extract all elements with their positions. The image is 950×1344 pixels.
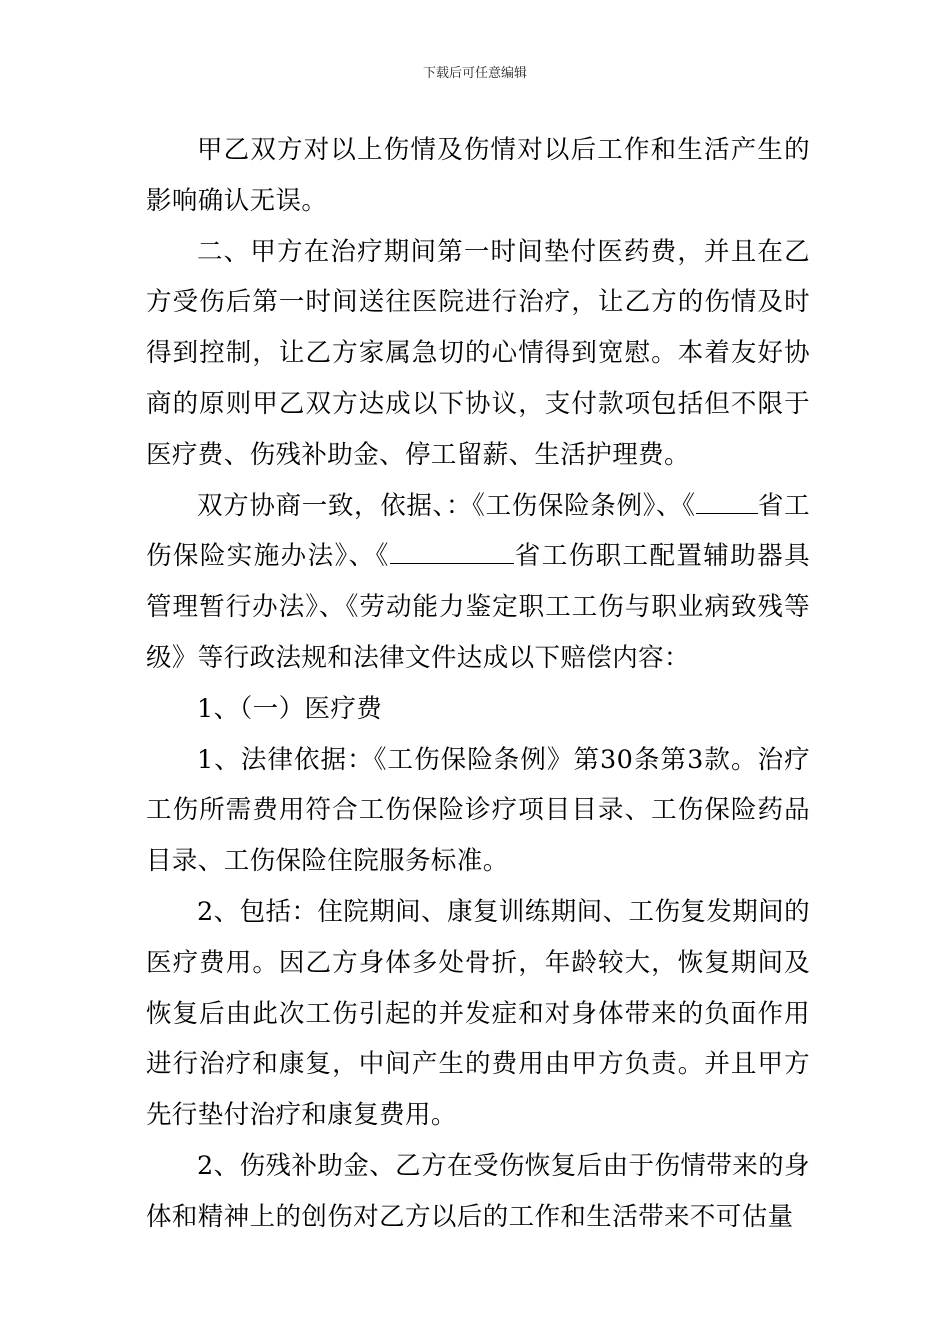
paragraph-medical-legal-basis: 1、法律依据：《工伤保险条例》第30条第3款。治疗工伤所需费用符合工伤保险诊疗项目目录、工伤保险药品目录、工伤保险住院服务标准。 [146,744,810,877]
blank-province-1 [696,489,758,514]
heading-medical-expenses: 1、（一）医疗费 [197,693,383,724]
paragraph-disability-subsidy: 2、伤残补助金、乙方在受伤恢复后由于伤情带来的身体和精神上的创伤对乙方以后的工作和生活带来不可估量 [146,1150,810,1232]
blank-province-2 [390,539,514,564]
page-header: 下载后可任意编辑 [422,66,527,81]
paragraph-injury-confirmation: 甲乙双方对以上伤情及伤情对以后工作和生活产生的影响确认无误。 [146,135,810,216]
paragraph-medical-scope: 2、包括：住院期间、康复训练期间、工伤复发期间的医疗费用。因乙方身体多处骨折，年龄较大，恢复期间及恢复后由此次工伤引起的并发症和对身体带来的负面作用进行治疗和康复，中间产生的费用由甲方负责。并且甲方先行垫付治疗和康复费用。 [146,896,810,1131]
document-body [146,125,810,1243]
legal-basis-text-3: 省工伤职工配置辅助器具管理暂行办法》、《劳动能力鉴定职工工伤与职业病致残等级》等行政法规和法律文件达成以下赔偿内容： [146,541,810,673]
paragraph-section-two: 二、甲方在治疗期间第一时间垫付医药费，并且在乙方受伤后第一时间送往医院进行治疗，让乙方的伤情及时得到控制，让乙方家属急切的心情得到宽慰。本着友好协商的原则甲乙双方达成以下协议，支付款项包括但不限于医疗费、伤残补助金、停工留薪、生活护理费。 [146,236,810,470]
paragraph-legal-basis [146,481,810,684]
legal-basis-text-2: 省工伤保险实施办法》、《 [146,490,810,572]
legal-basis-text-1: 双方协商一致，依据、：《工伤保险条例》、《 [197,490,696,521]
